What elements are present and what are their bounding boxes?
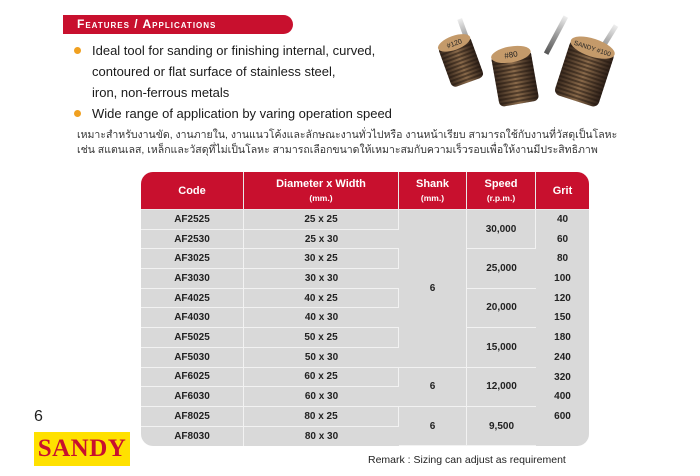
cell-speed: 9,500	[467, 407, 536, 446]
shaft-2	[544, 15, 568, 54]
cell-shank: 6	[399, 407, 467, 446]
cell-code: AF5025	[141, 328, 244, 348]
cell-shank: 6	[399, 210, 467, 368]
cell-code: AF2530	[141, 230, 244, 250]
table-header-row	[141, 172, 589, 210]
page-number: 6	[34, 408, 43, 425]
cell-dimension: 25 x 25	[244, 210, 399, 230]
table-row	[141, 249, 589, 269]
cell-code: AF4025	[141, 289, 244, 309]
cell-code: AF3030	[141, 269, 244, 289]
grit-value: 100	[554, 273, 571, 285]
cell-dimension: 60 x 30	[244, 387, 399, 407]
table-row	[141, 210, 589, 230]
grit-value: 240	[554, 351, 571, 363]
cell-code: AF4030	[141, 308, 244, 328]
section-title-banner: Features / Applications	[63, 15, 293, 34]
cell-code: AF3025	[141, 249, 244, 269]
product-label-3: SANDY #100	[572, 39, 612, 59]
cell-speed: 15,000	[467, 328, 536, 367]
flap-wheel-1	[436, 30, 485, 88]
brand-logo: SANDY	[34, 432, 130, 466]
remark-note: Remark : Sizing can adjust as requirement	[368, 454, 566, 466]
cell-code: AF2525	[141, 210, 244, 230]
cell-code: AF8030	[141, 427, 244, 447]
cell-dimension: 50 x 30	[244, 348, 399, 368]
feature-continuation: contoured or flat surface of stainless steel,	[92, 64, 336, 79]
grit-value: 40	[556, 214, 569, 225]
cell-dimension: 80 x 30	[304, 430, 339, 442]
table-row	[141, 368, 589, 388]
grit-value: 600	[554, 410, 571, 422]
cell-dimension: 80 x 25	[244, 407, 399, 427]
table-row	[141, 328, 589, 348]
grit-value: 80	[556, 253, 569, 265]
cell-code: AF6030	[141, 387, 244, 407]
features-list	[72, 40, 432, 124]
grit-value: 150	[554, 312, 571, 324]
table-row	[141, 407, 589, 427]
cell-speed: 20,000	[467, 289, 536, 328]
cell-dimension: 30 x 30	[244, 269, 399, 289]
cell-speed: 30,000	[467, 210, 536, 249]
header-dimension: Diameter x Width (mm.)	[244, 172, 399, 210]
product-label-2: #80	[503, 49, 519, 61]
thai-line: เช่น สแตนเลส, เหล็กและวัสดุที่ไม่เป็นโลหะ สามารถเลือกขนาดให้เหมาะสมกับความเร็วรอบเพื่อให้งานมีประสิทธิภาพ	[77, 144, 598, 156]
feature-text: Wide range of application by varing operation speed	[92, 106, 392, 121]
spec-table	[141, 172, 589, 446]
cell-code: AF5030	[141, 348, 244, 368]
cell-speed: 25,000	[467, 249, 536, 288]
feature-continuation: iron, non-ferrous metals	[92, 85, 230, 100]
cell-speed: 12,000	[467, 368, 536, 407]
cell-dimension: 50 x 25	[244, 328, 399, 348]
cell-dimension: 25 x 30	[244, 230, 399, 250]
grit-value: 320	[554, 371, 571, 383]
header-code: Code	[141, 172, 244, 210]
thai-description	[77, 128, 637, 158]
header-shank: Shank (mm.)	[399, 172, 467, 210]
feature-text: Ideal tool for sanding or finishing internal, curved,	[92, 43, 376, 58]
grit-values	[536, 210, 589, 427]
feature-item	[72, 40, 432, 61]
flap-wheel-2	[490, 43, 539, 107]
cell-code: AF6025	[141, 368, 244, 388]
product-label-1: #120	[446, 38, 464, 51]
grit-value: 60	[556, 233, 569, 245]
header-speed: Speed (r.p.m.)	[467, 172, 536, 210]
feature-item	[72, 103, 432, 124]
grit-value: 180	[554, 332, 571, 344]
cell-dimension: 60 x 25	[244, 368, 399, 388]
cell-code: AF8025	[141, 407, 244, 427]
thai-line: เหมาะสำหรับงานขัด, งานภายใน, งานแนวโค้งและลักษณะงานทั่วไปหรือ งานหน้าเรียบ สามารถใช้กับงานที่วัสดุเป็นโลหะ	[77, 129, 618, 141]
table-row	[141, 289, 589, 309]
cell-dimension: 40 x 25	[244, 289, 399, 309]
grit-value: 120	[554, 292, 571, 304]
grit-value: 400	[554, 391, 571, 403]
cell-dimension: 40 x 30	[244, 308, 399, 328]
header-grit: Grit	[536, 172, 589, 210]
cell-shank: 6	[399, 368, 467, 407]
flap-wheel-product-image	[430, 12, 630, 120]
cell-dimension: 30 x 25	[244, 249, 399, 269]
